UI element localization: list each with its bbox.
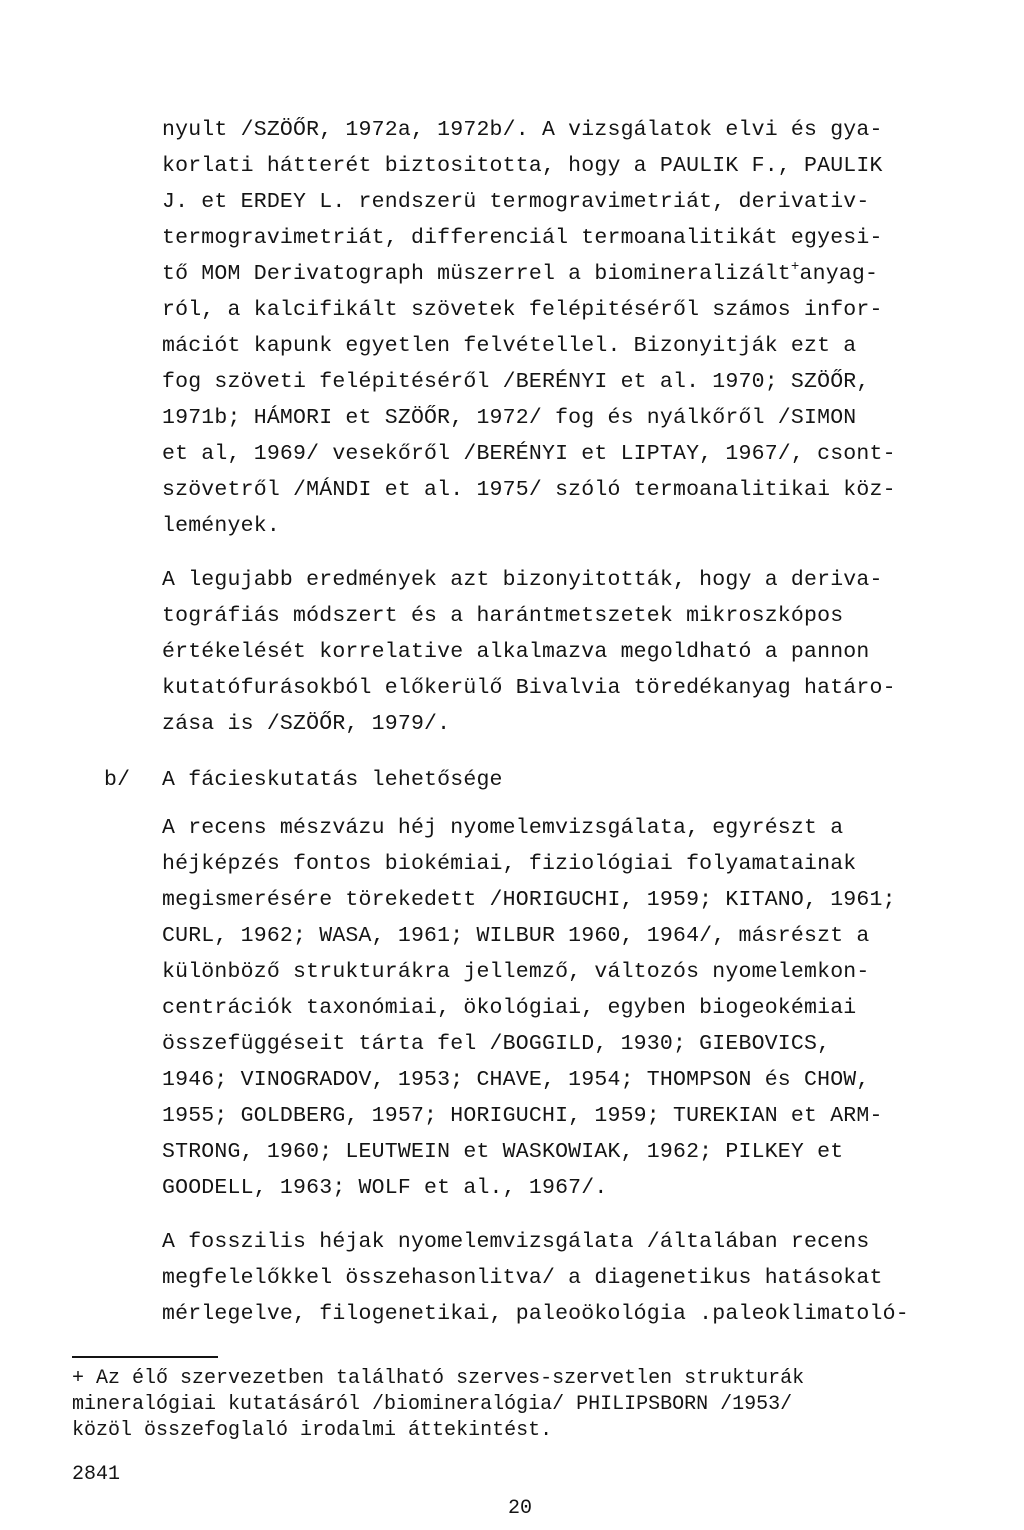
text-line-start: tő MOM Derivatograph müszerrel a biomineralizált [162,262,791,286]
text-line: értékelését korrelative alkalmazva megoldható a pannon [162,640,870,664]
text-line: STRONG, 1960; LEUTWEIN et WASKOWIAK, 1962; PILKEY et [162,1140,844,1164]
footnote-line: mineralógiai kutatásáról /biomineralógia/ PHILIPSBORN /1953/ [72,1393,793,1416]
text-line: korlati hátterét biztositotta, hogy a PAULIK F., PAULIK [162,154,883,178]
document-code: 2841 [72,1463,121,1486]
text-line: A recens mészvázu héj nyomelemvizsgálata, egyrészt a [162,816,844,840]
text-line: A fosszilis héjak nyomelemvizsgálata /általában recens [162,1230,870,1254]
footnote-line: közöl összefoglaló irodalmi áttekintést. [72,1419,553,1442]
text-line: mérlegelve, filogenetikai, paleoökológia .paleoklimatoló- [162,1302,909,1326]
text-line: lemények. [162,514,280,538]
text-line: szövetről /MÁNDI et al. 1975/ szóló termoanalitikai köz- [162,478,896,502]
section-heading: A fácieskutatás lehetősége [162,768,503,792]
text-line: 1955; GOLDBERG, 1957; HORIGUCHI, 1959; TUREKIAN et ARM- [162,1104,883,1128]
footnote-line: + Az élő szervezetben található szerves-szervetlen strukturák [72,1367,805,1390]
text-line: zása is /SZÖŐR, 1979/. [162,712,451,736]
text-line: GOODELL, 1963; WOLF et al., 1967/. [162,1176,608,1200]
text-line: különböző strukturákra jellemző, változós nyomelemkon- [162,960,870,984]
text-line: megismerésére törekedett /HORIGUCHI, 1959; KITANO, 1961; [162,888,896,912]
text-line: A legujabb eredmények azt bizonyitották, hogy a deriva- [162,568,883,592]
text-line: kutatófurásokból előkerülő Bivalvia töredékanyag határo- [162,676,896,700]
text-line: termogravimetriát, differenciál termoanalitikát egyesi- [162,226,883,250]
page-number: 20 [508,1497,533,1520]
footnote-separator [72,1356,218,1358]
text-line: centrációk taxonómiai, ökológiai, egyben biogeokémiai [162,996,857,1020]
text-line: héjképzés fontos biokémiai, fiziológiai folyamatainak [162,852,857,876]
text-line: fog szöveti felépitéséről /BERÉNYI et al. 1970; SZÖŐR, [162,370,870,394]
text-line: nyult /SZÖŐR, 1972a, 1972b/. A vizsgálatok elvi és gya- [162,118,883,142]
section-label: b/ [104,768,131,792]
text-line: J. et ERDEY L. rendszerü termogravimetriát, derivativ- [162,190,870,214]
text-line: et al, 1969/ vesekőről /BERÉNYI et LIPTAY, 1967/, csont- [162,442,896,466]
footnote-marker: + [790,259,800,275]
text-line: összefüggéseit tárta fel /BOGGILD, 1930; GIEBOVICS, [162,1032,831,1056]
text-line [162,260,878,290]
text-line: mációt kapunk egyetlen felvétellel. Bizonyitják ezt a [162,334,857,358]
text-line: tográfiás módszert és a harántmetszetek mikroszkópos [162,604,844,628]
text-line: ról, a kalcifikált szövetek felépitéséről számos infor- [162,298,883,322]
text-line: 1971b; HÁMORI et SZÖŐR, 1972/ fog és nyálkőről /SIMON [162,406,857,430]
text-line: megfelelőkkel összehasonlitva/ a diagenetikus hatásokat [162,1266,883,1290]
text-line-end: anyag- [799,262,879,286]
text-line: CURL, 1962; WASA, 1961; WILBUR 1960, 1964/, másrészt a [162,924,870,948]
text-line: 1946; VINOGRADOV, 1953; CHAVE, 1954; THOMPSON és CHOW, [162,1068,870,1092]
